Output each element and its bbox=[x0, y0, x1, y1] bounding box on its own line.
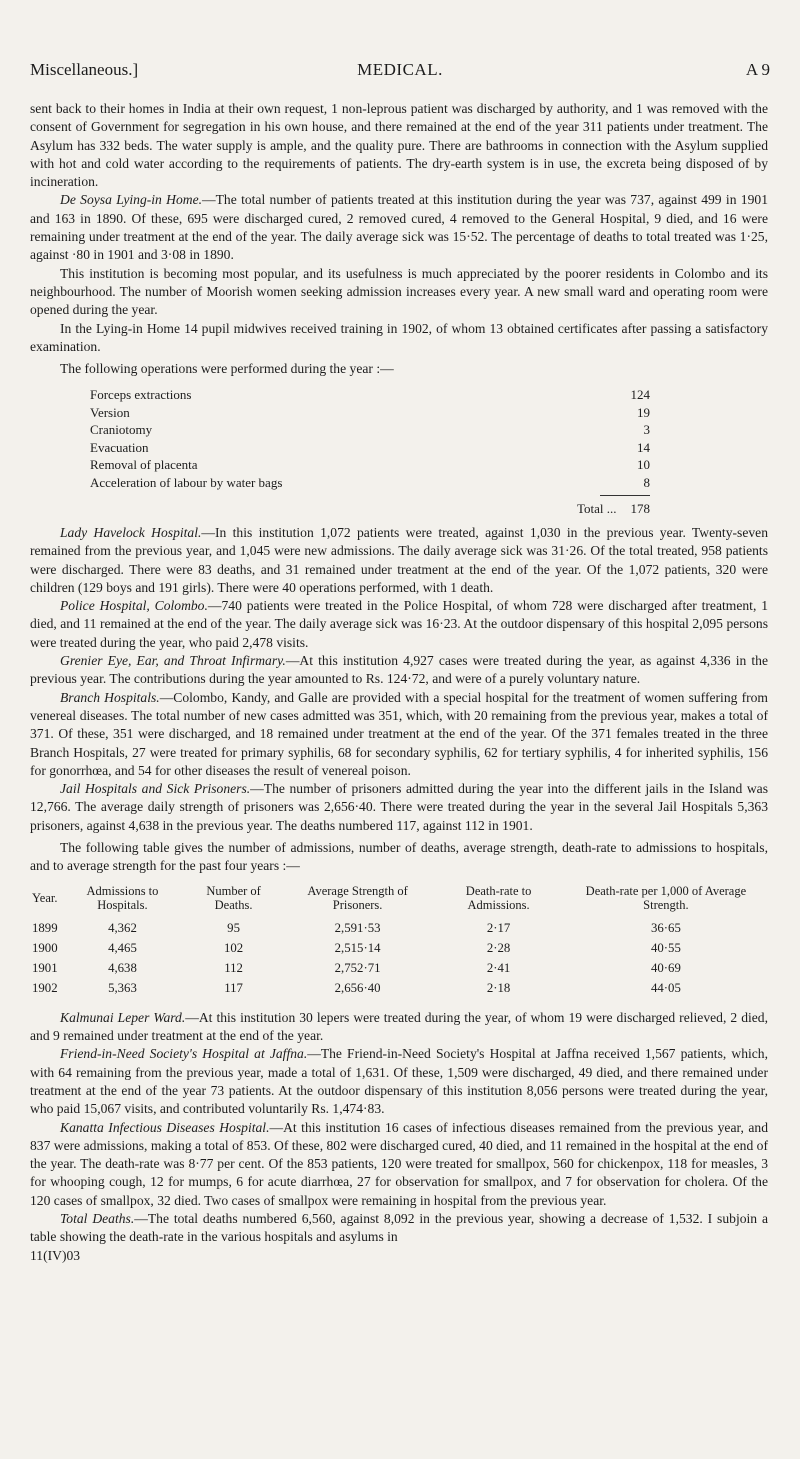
operation-row: Evacuation 14 bbox=[90, 439, 650, 455]
paragraph: This institution is becoming most popular, and its usefulness is much appreciated by the poorer residents in Colombo and its neighbourhood. The number of Moorish women seeking admission increases every year. A new small ward and operating room were opened during the year. bbox=[30, 265, 768, 318]
paragraph: Police Hospital, Colombo.—740 patients were treated in the Police Hospital, of whom 728 were discharged after treatment, 1 died, and 11 remained at the end of the year. The daily average sick was 16·23. At the outdoor dispensary of this hospital 2,095 persons were treated during the year, who paid 2,478 visits. bbox=[30, 598, 768, 650]
operations-total: Total ... 178 bbox=[576, 501, 650, 517]
header-page-number: A 9 bbox=[745, 60, 770, 79]
divider bbox=[600, 495, 650, 496]
paragraph: Kanatta Infectious Diseases Hospital.—At this institution 16 cases of infectious diseases remained from the previous year, and 837 were admissions, making a total of 853. Of these, 802 were discharged cured, 40 died, and 11 remained in the hospital at the end of the year. The death-rate was 8·77 per cent. Of the 853 patients, 120 were treated for smallpox, 560 for chickenpox, 118 for measles, 3 for whooping cough, 12 for mumps, 6 for acute diarrhœa, 27 for observation for smallpox, and 7 for observation for cholera. Of the 120 cases of smallpox, 32 died. Two cases of smallpox were remaining in hospital from the previous year. bbox=[30, 1119, 769, 1208]
operation-row: Craniotomy 3 bbox=[90, 422, 650, 438]
column-header: Admissions to Hospitals. bbox=[86, 883, 159, 912]
page-header bbox=[30, 60, 770, 84]
paragraph: The following table gives the number of admissions, number of deaths, average strength, death-rate to admissions to hospitals, and to average strength for the past four years :— bbox=[30, 840, 768, 874]
table-header-row bbox=[30, 882, 768, 918]
column-header: Year. bbox=[32, 890, 58, 905]
paragraph: In the Lying-in Home 14 pupil midwives received training in 1902, of whom 13 obtained certificates after passing a satisfactory examination. bbox=[30, 320, 768, 354]
operation-row: Forceps extractions 124 bbox=[90, 387, 650, 403]
paragraph: De Soysa Lying-in Home.—The total number of patients treated at this institution during the year was 737, against 499 in 1901 and 163 in 1890. Of these, 695 were discharged cured, 2 removed cured, 4 removed to the General Hospital, 9 died, and 16 were remaining under treatment at the end of the year. The daily average sick was 15·52. The percentage of deaths to total treated was 1·25, against ·80 in 1901 and 3·08 in 1890. bbox=[30, 192, 768, 263]
jail-statistics-table bbox=[30, 882, 768, 999]
table-row: 1900 4,465 102 2,515·14 2·28 40·55 bbox=[32, 940, 681, 955]
table-row: 1902 5,363 117 2,656·40 2·18 44·05 bbox=[32, 981, 681, 996]
paragraph: Kalmunai Leper Ward.—At this institution 30 lepers were treated during the year, of whom 19 were discharged relieved, 2 died, and 9 remained under treatment at the end of the year. bbox=[30, 1009, 768, 1044]
column-header: Death-rate per 1,000 of Average Strength. bbox=[585, 883, 747, 912]
operation-row: Acceleration of labour by water bags 8 bbox=[90, 474, 650, 490]
header-title: MEDICAL. bbox=[357, 60, 443, 79]
table-row: 1901 4,638 112 2,752·71 2·41 40·69 bbox=[32, 961, 681, 976]
table-row: 1899 4,362 95 2,591·53 2·17 36·65 bbox=[32, 920, 681, 935]
footer-code: 11(IV)03 bbox=[30, 1247, 81, 1263]
operations-list bbox=[90, 386, 650, 518]
document-body bbox=[30, 100, 768, 1265]
operation-row: Removal of placenta 10 bbox=[90, 457, 650, 473]
header-section: Miscellaneous.] bbox=[30, 60, 139, 79]
paragraph: Jail Hospitals and Sick Prisoners.—The number of prisoners admitted during the year into the different jails in the Island was 12,766. The average daily strength of prisoners was 2,656·40. There were treated during the year in the several Jail Hospitals 5,363 prisoners, against 4,638 in the previous year. The deaths numbered 117, against 112 in 1901. bbox=[30, 781, 768, 833]
paragraph: Friend-in-Need Society's Hospital at Jaffna.—The Friend-in-Need Society's Hospital at Jaffna received 1,567 patients, which, with 64 remaining from the previous year, made a total of 1,631. Of these, 1,509 were discharged, 49 died, and there remained under treatment at the end of the year 73 patients. At the outdoor dispensary of this institution 8,056 persons were treated during the year, who paid 15,067 visits, and contributed voluntarily Rs. 1,474·83. bbox=[30, 1046, 768, 1117]
column-header: Death-rate to Admissions. bbox=[465, 883, 532, 912]
paragraph: The following operations were performed during the year :— bbox=[60, 361, 394, 377]
paragraph: Total Deaths.—The total deaths numbered 6,560, against 8,092 in the previous year, showing a decrease of 1,532. I subjoin a table showing the death-rate in the various hospitals and asylums in bbox=[30, 1211, 768, 1245]
column-header: Number of Deaths. bbox=[206, 883, 261, 912]
paragraph: Branch Hospitals.—Colombo, Kandy, and Galle are provided with a special hospital for the treatment of women suffering from venereal diseases. The total number of new cases admitted was 351, which, with 20 remaining from the previous year, makes a total of 371. Of these, 351 were discharged, and 18 remained under treatment at the end of the year. Of the 371 females treated in the three Branch Hospitals, 27 were treated for primary syphilis, 68 for secondary syphilis, 62 for tertiary syphilis, 4 for inherited syphilis, 156 for gonorrhœa, and 54 for other diseases the result of venereal poison. bbox=[30, 689, 768, 778]
paragraph: Lady Havelock Hospital.—In this institution 1,072 patients were treated, against 1,030 in the previous year. Twenty-seven remained from the previous year, and 1,045 were new admissions. The daily average sick was 31·26. Of the total treated, 958 patients were discharged. There were 83 deaths, and 31 remained under treatment at the end of the year. Of the 1,072 patients, 320 were children (129 boys and 191 girls). There were 40 operations performed, with 1 death. bbox=[30, 524, 768, 595]
paragraph: Grenier Eye, Ear, and Throat Infirmary.—At this institution 4,927 cases were treated during the year, as against 4,336 in the previous year. The contributions during the year amounted to Rs. 124·72, and were of a purely voluntary nature. bbox=[30, 653, 769, 687]
column-header: Average Strength of Prisoners. bbox=[307, 883, 408, 912]
operation-row: Version 19 bbox=[90, 404, 650, 420]
paragraph: sent back to their homes in India at their own request, 1 non-leprous patient was discharged by authority, and 1 was removed with the consent of Government for segregation in his own house, and there remained at the end of the year 311 patients under treatment. The Asylum has 332 beds. The water supply is ample, and the quality pure. There are bathrooms in connection with the Asylum supplied with hot and cold water according to the requirements of patients. The dry-earth system is in use, the excreta being disposed of by incineration. bbox=[30, 101, 768, 190]
